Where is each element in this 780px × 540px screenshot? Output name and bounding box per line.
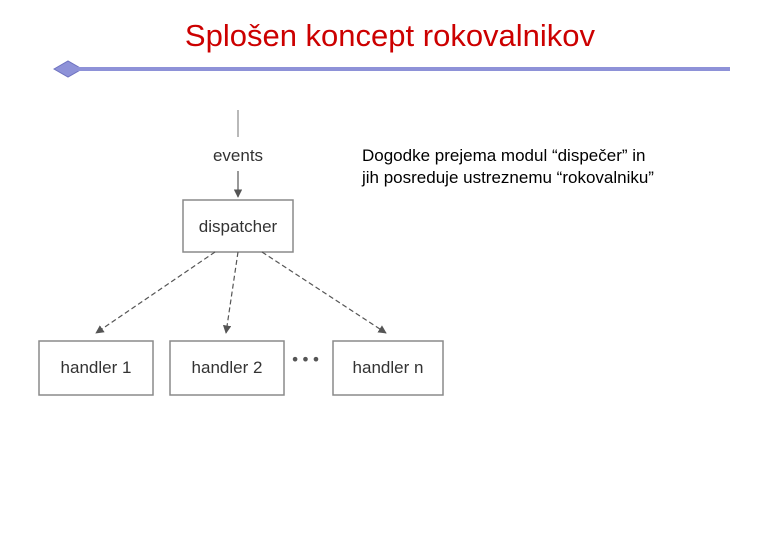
dispatch-arrow-handler-n — [262, 252, 386, 333]
dispatcher-label: dispatcher — [198, 217, 278, 236]
caption-line-1: Dogodke prejema modul “dispečer” in — [362, 146, 646, 165]
slide-title: Splošen koncept rokovalnikov — [184, 18, 596, 53]
handler-2-label: handler 2 — [191, 358, 263, 377]
dispatch-arrow-handler-2 — [226, 252, 238, 333]
dispatch-arrow-handler-1 — [96, 252, 215, 333]
handler-n-label: handler n — [352, 358, 424, 377]
handler-ellipsis: ••• — [290, 350, 322, 369]
title-underline-rule — [52, 58, 732, 80]
caption-text — [362, 145, 752, 189]
events-label: events — [212, 146, 264, 165]
handler-1-label: handler 1 — [60, 358, 132, 377]
caption-line-2: jih posreduje ustreznemu “rokovalniku” — [362, 168, 654, 187]
rule-bar — [68, 67, 730, 71]
